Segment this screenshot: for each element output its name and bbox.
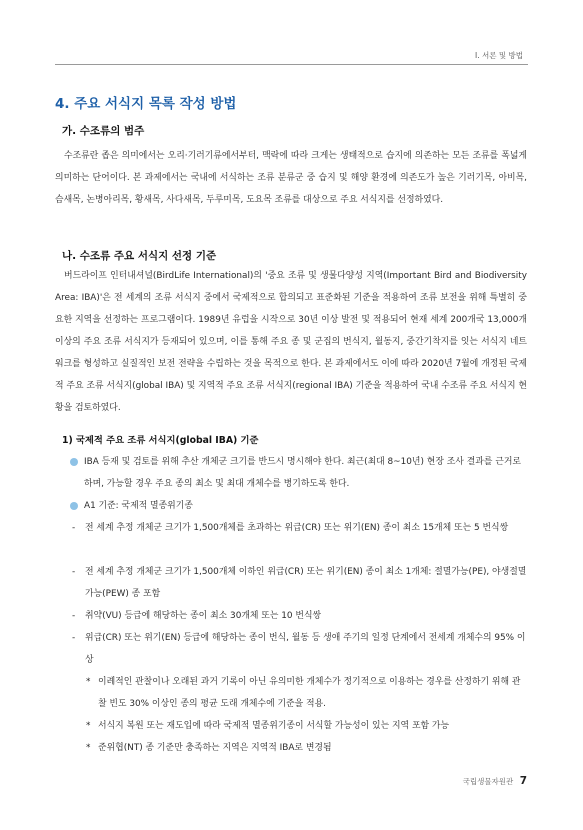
page-footer — [463, 775, 527, 787]
section-a-body: 수조류란 좁은 의미에서는 오리·기러기류에서부터, 맥락에 따라 크게는 생태적으로 습지에 의존하는 모든 조류를 폭넓게 의미하는 단어이다. 본 과제에서는 국내에 서식하는 조류 분류군 중 습지 및 해양 환경에 의존도가 높은 기러기목, 아비목, 슴새목, 논병아리목, 황새목, 사다새목, 두루미목, 도요목 조류를 대상으로 주요 서식지를 선정하였다. — [55, 151, 527, 205]
dash-marker: - — [72, 633, 76, 643]
publisher-name: 국립생물자원관 — [462, 777, 514, 786]
dash-text: 전 세계 추정 개체군 크기가 1,500개체를 초과하는 위급(CR) 또는 위기(EN) 종이 최소 15개체 또는 5 번식쌍 — [85, 523, 509, 533]
note-item — [86, 715, 528, 737]
dash-marker: - — [72, 567, 76, 577]
subsection-1-heading: 1) 국제적 주요 조류 서식지(global IBA) 기준 — [62, 435, 259, 446]
bullet-item — [70, 495, 528, 517]
dash-item — [72, 605, 528, 627]
header-divider — [55, 64, 528, 65]
bullet-dot-icon — [70, 502, 78, 510]
dash-text: 위급(CR) 또는 위기(EN) 등급에 해당하는 종이 번식, 월동 등 생애 주기의 일정 단계에서 전세계 개체수의 95% 이상 — [85, 633, 526, 665]
star-marker: * — [86, 721, 91, 731]
bullet-text: A1 기준: 국제적 멸종위기종 — [84, 501, 193, 511]
note-item — [86, 737, 528, 759]
dash-text: 취약(VU) 등급에 해당하는 종이 최소 30개체 또는 10 번식쌍 — [85, 611, 322, 621]
dash-item — [72, 561, 528, 605]
star-marker: * — [86, 677, 91, 687]
section-b-body: 버드라이프 인터내셔널(BirdLife International)의 '중요 조류 및 생물다양성 지역(Important Bird and Biodiversity Area: IBA)'은 전 세계의 조류 서식지 중에서 국제적으로 합의되고 표준화된 기준을 적용하여 조류 보전을 위해 특별히 중요한 지역을 선정하는 프로그램이다. 1989년 유럽을 시작으로 30년 이상 발전 및 적용되어 현재 세계 200개국 13,000개 이상의 주요 조류 서식지가 등재되어 있으며, 이를 통해 주요 종 및 군집의 번식지, 월동지, 중간기착지를 잇는 서식지 네트워크를 형성하고 실질적인 보전 전략을 수립하는 것을 목적으로 한다. 본 과제에서도 이에 따라 2020년 7월에 개정된 국제적 주요 조류 서식지(global IBA) 및 지역적 주요 조류 서식지(regional IBA) 기준을 적용하여 국내 수조류 주요 서식지 현황을 검토하였다. — [55, 271, 527, 413]
dash-text: 전 세계 추정 개체군 크기가 1,500개체 이하인 위급(CR) 또는 위기(EN) 종이 최소 1개체: 절멸가능(PE), 야생절멸가능(PEW) 종 포함 — [85, 567, 527, 599]
note-text: 이례적인 관찰이나 오래된 과거 기록이 아닌 유의미한 개체수가 정기적으로 이용하는 경우를 산정하기 위해 관찰 빈도 30% 이상인 종의 평균 도래 개체수에 기준을 적용. — [98, 677, 521, 709]
dash-marker: - — [72, 611, 76, 621]
star-marker: * — [86, 743, 91, 753]
bullet-item — [70, 451, 528, 495]
page-number: 7 — [519, 775, 527, 787]
note-text: 준위협(NT) 종 기준만 충족하는 지역은 지역적 IBA로 변경됨 — [98, 743, 332, 753]
note-item — [86, 671, 528, 715]
running-head: Ⅰ. 서론 및 방법 — [475, 51, 523, 60]
section-b-heading: 나. 수조류 주요 서식지 선정 기준 — [62, 250, 217, 262]
bullet-dot-icon — [70, 458, 78, 466]
dash-item — [72, 627, 528, 671]
bullet-text: IBA 등재 및 검토를 위해 추산 개체군 크기를 반드시 명시해야 한다. 최근(최대 8~10년) 현장 조사 결과를 근거로 하며, 가능할 경우 주요 종의 최소 및 최대 개체수를 병기하도록 한다. — [84, 457, 521, 489]
dash-item — [72, 517, 528, 539]
chapter-title: 4. 주요 서식지 목록 작성 방법 — [55, 96, 237, 112]
dash-marker: - — [72, 523, 76, 533]
section-a-heading: 가. 수조류의 범주 — [62, 125, 145, 137]
note-text: 서식지 복원 또는 재도입에 따라 국제적 멸종위기종이 서식할 가능성이 있는 지역 포함 가능 — [98, 721, 450, 731]
